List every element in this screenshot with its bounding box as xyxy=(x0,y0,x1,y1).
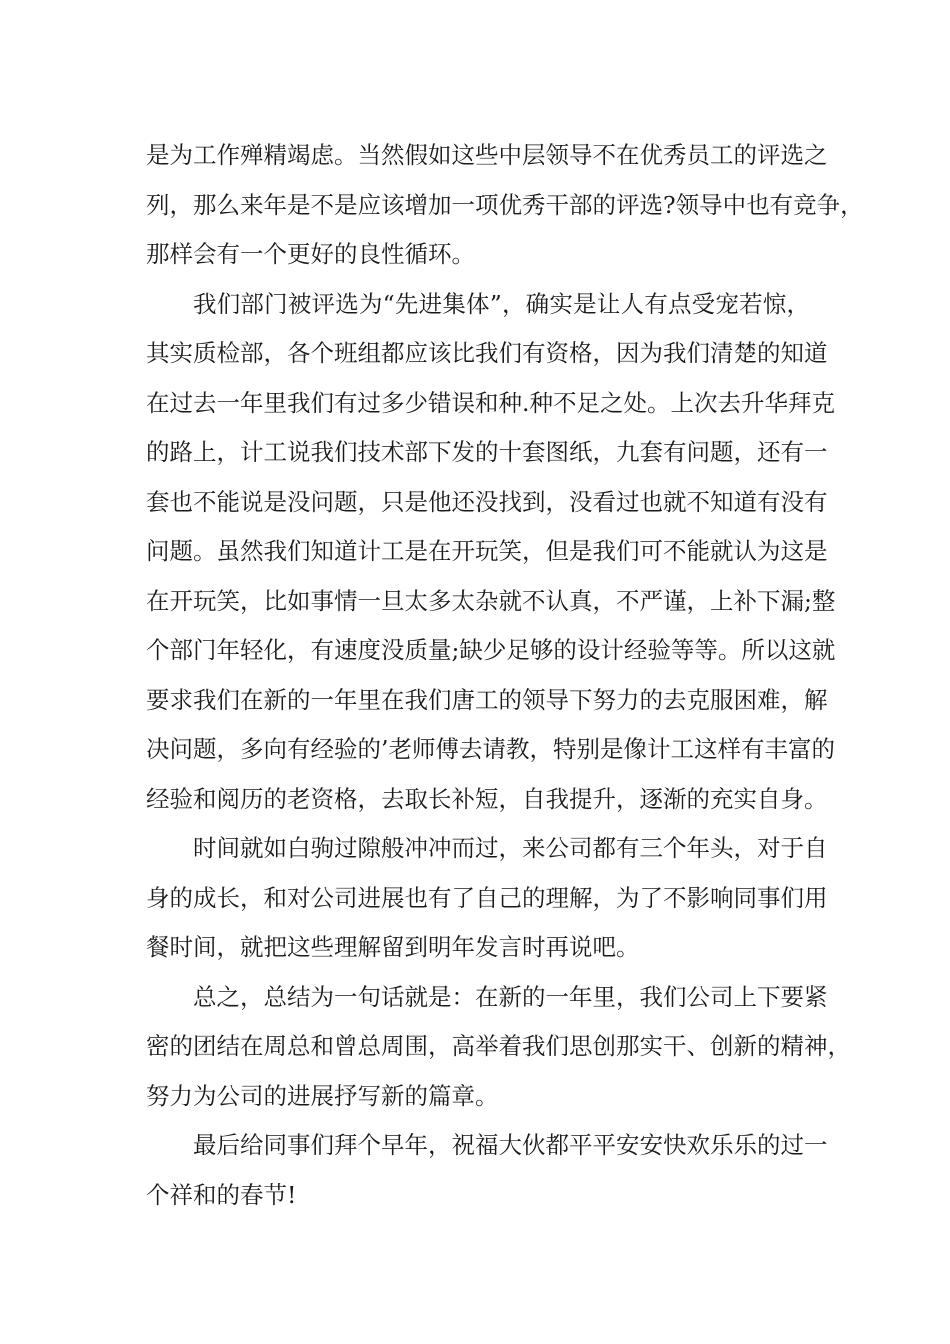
text-line: 要求我们在新的一年里在我们唐工的领导下努力的去克服困难，解 xyxy=(146,685,828,714)
text-line: 套也不能说是没问题，只是他还没找到，没看过也就不知道有没有 xyxy=(146,487,828,516)
text-line: 个部门年轻化，有速度没质量;缺少足够的设计经验等等。所以这就 xyxy=(146,636,836,664)
paragraph-4 xyxy=(146,973,851,1122)
text-line: 总之，总结为一句话就是：在新的一年里，我们公司上下要紧 xyxy=(193,982,828,1011)
text-line: 在开玩笑，比如事情一旦太多太杂就不认真，不严谨，上补下漏;整 xyxy=(146,586,836,615)
text-line: 经验和阅历的老资格，去取长补短，自我提升，逐渐的充实自身。 xyxy=(146,784,828,813)
paragraph-3 xyxy=(146,824,828,973)
paragraph-1 xyxy=(146,131,864,280)
paragraph-2 xyxy=(146,280,836,825)
text-line: 在过去一年里我们有过多少错误和种.种不足之处。上次去升华拜克 xyxy=(146,388,835,417)
text-line: 我们部门被评选为“先进集体”，确实是让人有点受宠若惊， xyxy=(193,289,810,318)
text-line: 时间就如白驹过隙般冲冲而过，来公司都有三个年头，对于自 xyxy=(193,834,828,862)
text-line: 的路上，计工说我们技术部下发的十套图纸，九套有问题，还有一 xyxy=(146,438,828,466)
text-line: 那样会有一个更好的良性循环。 xyxy=(146,240,475,268)
text-line: 决问题，多向有经验的’老师傅去请教，特别是像计工这样有丰富的 xyxy=(146,735,835,763)
text-line: 密的团结在周总和曾总周围，高举着我们思创那实干、创新的精神， xyxy=(146,1032,851,1060)
text-line: 其实质检部，各个班组都应该比我们有资格，因为我们清楚的知道 xyxy=(146,339,828,367)
document-body xyxy=(146,131,864,1220)
text-line: 身的成长，和对公司进展也有了自己的理解，为了不影响同事们用 xyxy=(146,883,828,912)
text-line: 是为工作殚精竭虑。当然假如这些中层领导不在优秀员工的评选之 xyxy=(146,141,828,169)
text-line: 餐时间，就把这些理解留到明年发言时再说吧。 xyxy=(146,933,640,961)
text-line: 个祥和的春节! xyxy=(146,1180,297,1209)
text-line: 问题。虽然我们知道计工是在开玩笑，但是我们可不能就认为这是 xyxy=(146,537,828,565)
text-line: 列，那么来年是不是应该增加一项优秀干部的评选?领导中也有竞争， xyxy=(146,190,864,219)
text-line: 最后给同事们拜个早年，祝福大伙都平平安安快欢乐乐的过一 xyxy=(193,1131,828,1159)
paragraph-5 xyxy=(146,1121,828,1220)
text-line: 努力为公司的进展抒写新的篇章。 xyxy=(146,1081,499,1110)
